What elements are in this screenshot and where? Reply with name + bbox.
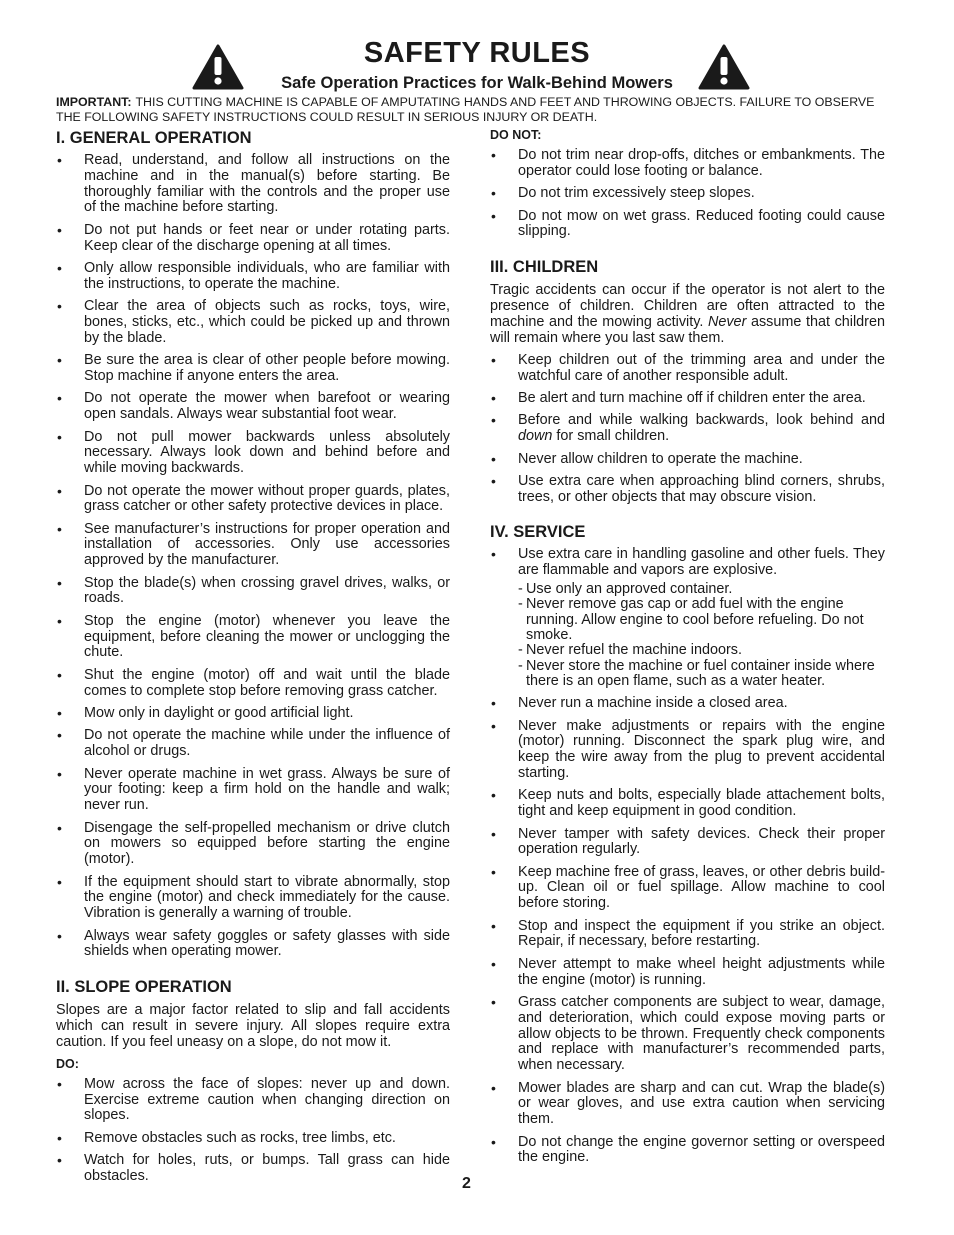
list-item: • If the equipment should start to vibrate abnormally, stop the engine (motor) and check immediately for the cause. Vibration is generally a warning of trouble. [56, 875, 450, 922]
list-item: • Keep children out of the trimming area and under the watchful care of another responsible adult. [490, 353, 885, 385]
list-item: • Do not put hands or feet near or under rotating parts. Keep clear of the discharge opening at all times. [56, 223, 450, 255]
page-header [0, 36, 954, 94]
important-label: IMPORTANT: [56, 95, 132, 109]
service-list [490, 547, 885, 1166]
sub-list-item: - Use only an approved container. [518, 582, 885, 597]
do-label: DO: [56, 1056, 79, 1071]
list-item: • Do not trim near drop-offs, ditches or embankments. The operator could lose footing or balance. [490, 148, 885, 180]
list-item [490, 547, 885, 689]
children-intro-part: assume that children will remain where you last saw them. [490, 313, 885, 346]
list-item: • Never allow children to operate the machine. [490, 452, 885, 468]
list-item: • Never run a machine inside a closed area. [490, 696, 885, 712]
list-item: • Do not operate the mower when barefoot or wearing open sandals. Always wear substantial foot wear. [56, 391, 450, 423]
slope-do-not-list [490, 148, 885, 240]
do-not-label: DO NOT: [490, 128, 542, 142]
list-item: • Be alert and turn machine off if children enter the area. [490, 391, 885, 407]
list-item: • Do not operate the mower without proper guards, plates, grass catcher or other safety protective devices in place. [56, 484, 450, 516]
list-item: • Use extra care when approaching blind corners, shrubs, trees, or other objects that may obscure vision. [490, 474, 885, 506]
list-item: • Mow across the face of slopes: never up and down. Exercise extreme caution when changing direction on slopes. [56, 1077, 450, 1124]
slope-intro: Slopes are a major factor related to slip and fall accidents which can result in severe injury. All slopes require extra caution. If you feel uneasy on a slope, do not mow it. [56, 1001, 450, 1050]
sub-list-item: - Never refuel the machine indoors. [518, 643, 885, 658]
slope-operation-heading: II. SLOPE OPERATION [56, 977, 232, 996]
list-item: • Stop the engine (motor) whenever you leave the equipment, before cleaning the mower or unclogging the chute. [56, 614, 450, 661]
sub-list-item: - Never store the machine or fuel container inside where there is an open flame, such as a water heater. [518, 659, 885, 690]
list-item: • Watch for holes, ruts, or bumps. Tall grass can hide obstacles. [56, 1153, 450, 1185]
list-item: • Only allow responsible individuals, who are familiar with the instructions, to operate the machine. [56, 261, 450, 293]
list-item: • Stop and inspect the equipment if you strike an object. Repair, if necessary, before restarting. [490, 919, 885, 951]
children-list [490, 353, 885, 506]
walk-part: Before and while walking backwards, look behind and [518, 412, 885, 429]
list-item: • Do not mow on wet grass. Reduced footing could cause slipping. [490, 209, 885, 241]
children-intro-emphasis: Never [707, 313, 747, 330]
list-item: • Mower blades are sharp and can cut. Wrap the blade(s) or wear gloves, and use extra caution when servicing them. [490, 1081, 885, 1128]
list-item: • Disengage the self-propelled mechanism or drive clutch on mowers so equipped before starting the engine (motor). [56, 821, 450, 868]
children-heading: III. CHILDREN [490, 257, 599, 276]
list-item: • Shut the engine (motor) off and wait until the blade comes to complete stop before removing grass catcher. [56, 668, 450, 700]
left-column [56, 128, 450, 1191]
sub-list-item: - Never remove gas cap or add fuel with the engine running. Allow engine to cool before refueling. Do not smoke. [518, 597, 885, 643]
important-text: THIS CUTTING MACHINE IS CAPABLE OF AMPUTATING HANDS AND FEET AND THROWING OBJECTS. FAILURE TO OBSERVE THE FOLLOWING SAFETY INSTRUCTIONS COULD RESULT IN SERIOUS INJURY OR DEATH. [56, 95, 875, 124]
list-item: • Grass catcher components are subject to wear, damage, and deterioration, which could expose moving parts or allow objects to be thrown. Frequently check components and replace with manufacturer’s recommended parts, when necessary. [490, 995, 885, 1074]
page-number: 2 [462, 1175, 471, 1192]
list-item: • Keep nuts and bolts, especially blade attachement bolts, tight and keep equipment in good condition. [490, 788, 885, 820]
list-item: • Never make adjustments or repairs with the engine (motor) running. Disconnect the spark plug wire, and keep the wire away from the plug to prevent accidental starting. [490, 719, 885, 782]
walk-part: for small children. [552, 428, 670, 445]
list-item: • Do not trim excessively steep slopes. [490, 186, 885, 202]
list-item: • Clear the area of objects such as rocks, toys, wire, bones, sticks, etc., which could be picked up and thrown by the blade. [56, 299, 450, 346]
warning-triangle-icon [698, 44, 750, 90]
slope-do-list [56, 1077, 450, 1185]
list-item: • Do not operate the machine while under the influence of alcohol or drugs. [56, 728, 450, 760]
general-operation-heading: I. GENERAL OPERATION [56, 129, 252, 147]
list-item: • Never tamper with safety devices. Check their proper operation regularly. [490, 827, 885, 859]
list-item: • Stop the blade(s) when crossing gravel drives, walks, or roads. [56, 576, 450, 608]
right-column [490, 128, 885, 1173]
list-item: • Always wear safety goggles or safety glasses with side shields when operating mower. [56, 929, 450, 961]
walk-emphasis: down [518, 428, 553, 445]
fuel-sublist [518, 582, 885, 690]
fuel-warning: Use extra care in handling gasoline and other fuels. They are flammable and vapors are explosive. [518, 546, 885, 578]
general-operation-list [56, 153, 450, 960]
list-item: • Do not pull mower backwards unless absolutely necessary. Always look down and behind before and while moving backwards. [56, 430, 450, 477]
list-item: • Mow only in daylight or good artificial light. [56, 706, 450, 722]
list-item: • Never operate machine in wet grass. Always be sure of your footing: keep a firm hold on the handle and walk; never run. [56, 767, 450, 814]
list-item: • Never attempt to make wheel height adjustments while the engine (motor) is running. [490, 957, 885, 989]
list-item: • Read, understand, and follow all instructions on the machine and in the manual(s) before starting. Be thoroughly familiar with the controls and the proper use of the machine before starting. [56, 153, 450, 216]
list-item: • See manufacturer’s instructions for proper operation and installation of accessories. Only use accessories approved by the manufacturer. [56, 522, 450, 569]
important-notice [56, 95, 896, 124]
children-intro [490, 282, 885, 346]
list-item: • Do not change the engine governor setting or overspeed the engine. [490, 1135, 885, 1167]
service-heading: IV. SERVICE [490, 523, 586, 542]
list-item: • Keep machine free of grass, leaves, or other debris build-up. Clean oil or fuel spillage. Allow machine to cool before storing. [490, 865, 885, 912]
children-intro-part: Tragic accidents can occur if the operator is not alert to the presence of children. Children are often attracted to the machine and the mowing activity. [490, 281, 885, 330]
page-subtitle: Safe Operation Practices for Walk-Behind Mowers [281, 74, 673, 92]
page-title: SAFETY RULES [363, 37, 591, 69]
list-item [490, 413, 885, 445]
list-item: • Be sure the area is clear of other people before mowing. Stop machine if anyone enters the area. [56, 353, 450, 385]
list-item: • Remove obstacles such as rocks, tree limbs, etc. [56, 1131, 450, 1147]
